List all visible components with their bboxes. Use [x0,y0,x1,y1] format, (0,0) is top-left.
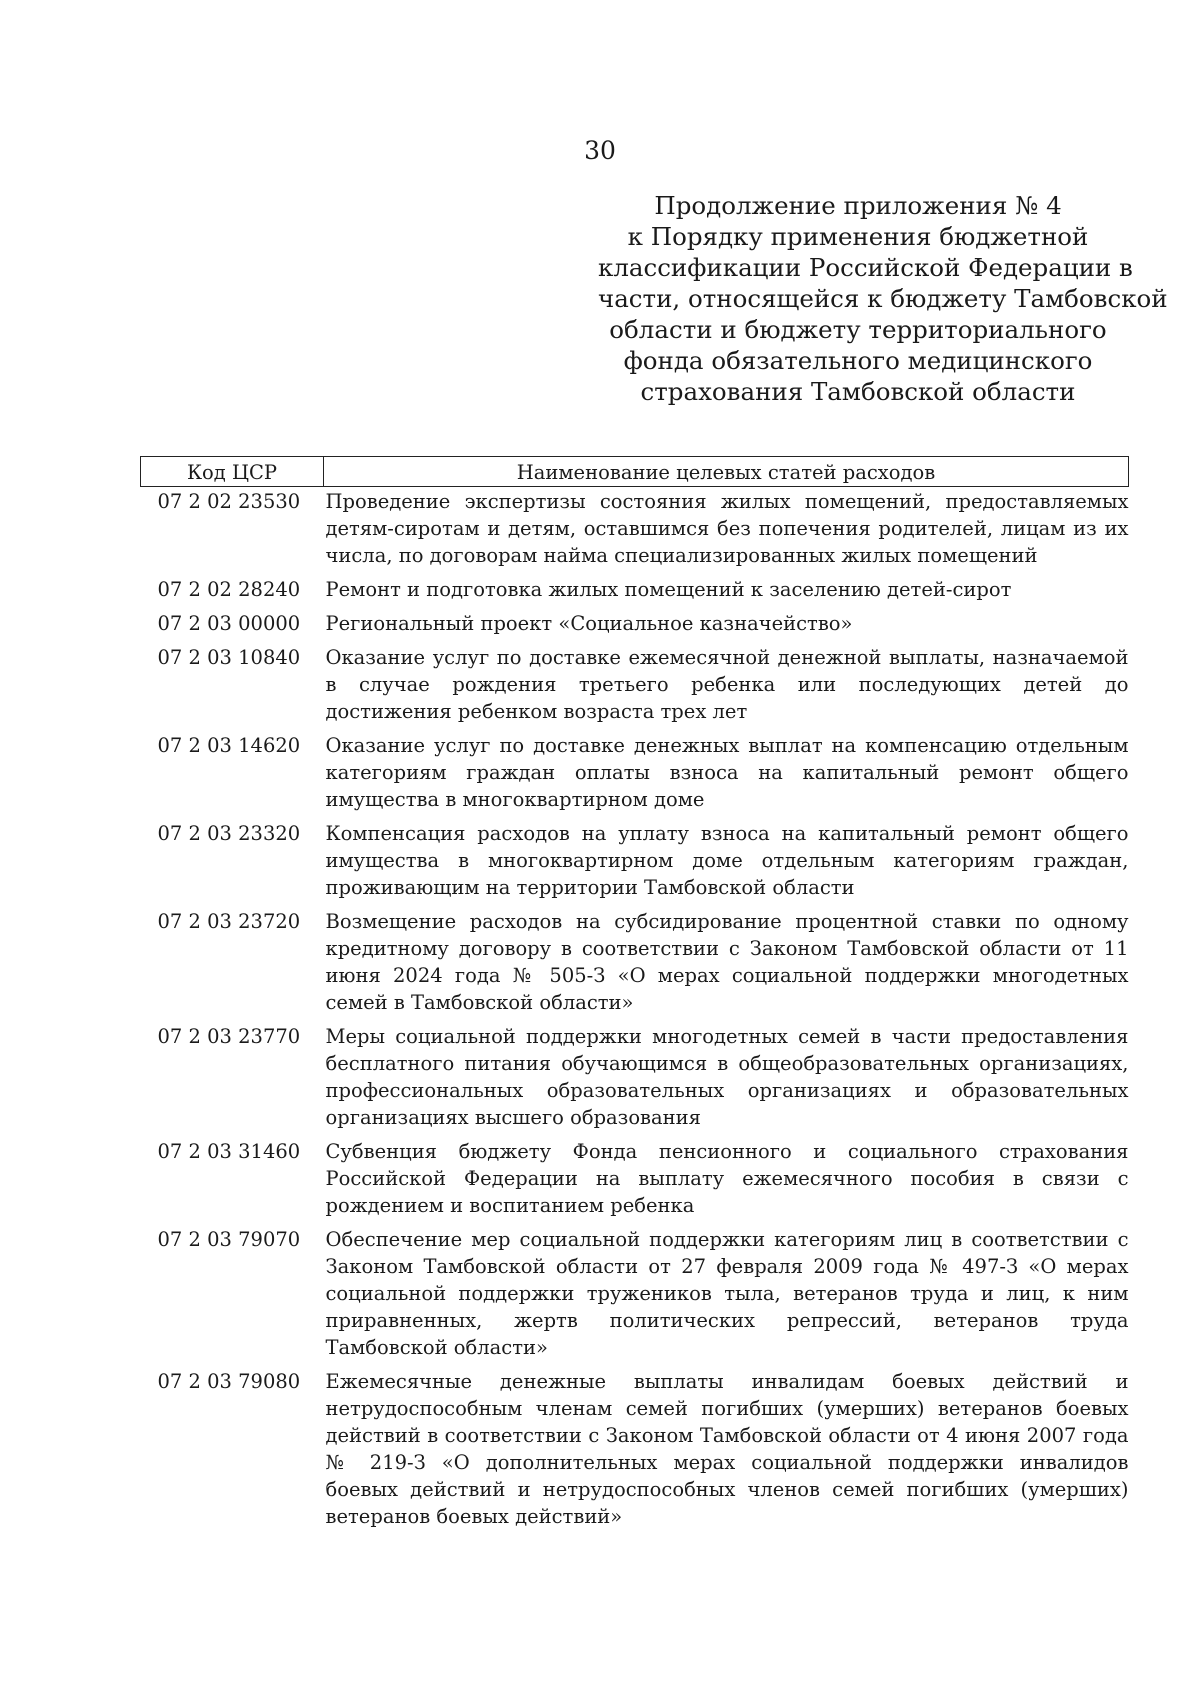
table-row [141,731,1129,819]
page-number: 30 [584,136,616,165]
row-name: Меры социальной поддержки многодетных семей в части предоставления бесплатного питания обучающимся в общеобразовательных организациях, профессиональных образовательных организациях и образовательных организациях высшего образования [325,1025,1129,1129]
row-code: 07 2 02 28240 [157,578,301,601]
table-row [141,1137,1129,1225]
appendix-header-line: страхования Тамбовской области [640,377,1076,406]
table-row [141,643,1129,731]
row-code: 07 2 03 79080 [157,1370,301,1393]
row-code: 07 2 02 23530 [157,490,301,513]
row-name: Проведение экспертизы состояния жилых помещений, предоставляемых детям-сиротам и детям, оставшимся без попечения родителей, лицам из их числа, по договорам найма специализированных жилых помещений [325,490,1129,567]
row-name: Региональный проект «Социальное казначейство» [325,612,853,635]
row-name: Оказание услуг по доставке ежемесячной денежной выплаты, назначаемой в случае рождения третьего ребенка или последующих детей до достижения ребенком возраста трех лет [325,646,1129,723]
row-name: Обеспечение мер социальной поддержки категориям лиц в соответствии с Законом Тамбовской области от 27 февраля 2009 года № 497-З «О мерах социальной поддержки тружеников тыла, ветеранов труда и лиц, к ним приравненных, жертв политических репрессий, ветеранов труда Тамбовской области» [325,1228,1129,1359]
row-name: Компенсация расходов на уплату взноса на капитальный ремонт общего имущества в многоквартирном доме отдельным категориям граждан, проживающим на территории Тамбовской области [325,822,1129,899]
row-code: 07 2 03 23720 [157,910,301,933]
table-row [141,575,1129,609]
table-row [141,1225,1129,1367]
appendix-header-line: фонда обязательного медицинского [623,346,1093,375]
row-name: Оказание услуг по доставке денежных выплат на компенсацию отдельным категориям граждан оплаты взноса на капитальный ремонт общего имущества в многоквартирном доме [325,734,1129,811]
row-code: 07 2 03 14620 [157,734,301,757]
row-code: 07 2 03 31460 [157,1140,301,1163]
appendix-header-line: области и бюджету территориального [609,315,1107,344]
appendix-header-line: части, относящейся к бюджету Тамбовской [598,284,1168,313]
row-name: Ежемесячные денежные выплаты инвалидам боевых действий и нетрудоспособным членам семей погибших (умерших) ветеранов боевых действий в соответствии с Законом Тамбовской области от 4 июня 2007 года № 219-З «О дополнительных мерах социальной поддержки инвалидов боевых действий и нетрудоспособных членов семей погибших (умерших) ветеранов боевых действий» [325,1370,1129,1528]
code-column-header: Код ЦСР [141,457,324,487]
appendix-header-line: классификации Российской Федерации в [598,253,1133,282]
expenses-table [140,456,1129,1536]
table-row [141,907,1129,1022]
appendix-header-line: Продолжение приложения № 4 [654,191,1062,220]
row-code: 07 2 03 23320 [157,822,301,845]
table-row [141,1367,1129,1536]
row-code: 07 2 03 00000 [157,612,301,635]
table-header-row [141,457,1129,487]
table-row [141,819,1129,907]
table-row [141,609,1129,643]
appendix-header-line: к Порядку применения бюджетной [627,222,1089,251]
row-name: Субвенция бюджету Фонда пенсионного и социального страхования Российской Федерации на выплату ежемесячного пособия в связи с рождением и воспитанием ребенка [325,1140,1129,1217]
row-code: 07 2 03 10840 [157,646,301,669]
name-column-header: Наименование целевых статей расходов [324,457,1129,487]
table-row [141,487,1129,576]
table-row [141,1022,1129,1137]
row-code: 07 2 03 23770 [157,1025,301,1048]
row-name: Возмещение расходов на субсидирование процентной ставки по одному кредитному договору в соответствии с Законом Тамбовской области от 11 июня 2024 года № 505-З «О мерах социальной поддержки многодетных семей в Тамбовской области» [325,910,1129,1014]
row-name: Ремонт и подготовка жилых помещений к заселению детей-сирот [325,578,1012,601]
appendix-header [598,190,1168,407]
row-code: 07 2 03 79070 [157,1228,301,1251]
